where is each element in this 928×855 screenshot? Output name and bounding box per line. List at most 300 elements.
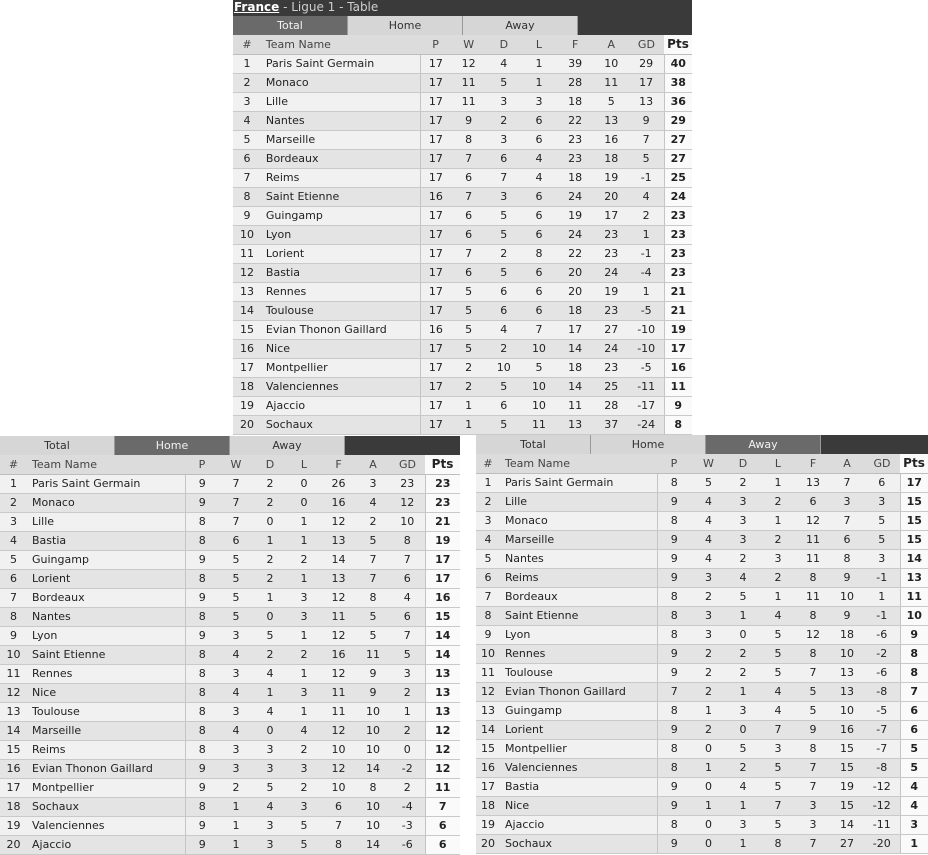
gd-cell: 1 xyxy=(629,282,664,301)
l-cell: 3 xyxy=(521,92,556,111)
column-header-d: D xyxy=(253,455,287,474)
team-name-cell[interactable]: Saint Etienne xyxy=(261,187,420,206)
rank-cell: 9 xyxy=(476,625,500,644)
f-cell: 26 xyxy=(321,474,356,493)
team-name-cell[interactable]: Montpellier xyxy=(27,778,185,797)
pts-cell: 13 xyxy=(900,568,928,587)
a-cell: 23 xyxy=(594,301,629,320)
a-cell: 3 xyxy=(830,492,864,511)
gd-cell: 3 xyxy=(390,664,425,683)
rank-cell: 3 xyxy=(233,92,261,111)
team-name-cell[interactable]: Sochaux xyxy=(27,797,185,816)
pts-cell: 23 xyxy=(664,263,692,282)
f-cell: 9 xyxy=(796,720,830,739)
gd-cell: 17 xyxy=(629,73,664,92)
team-name-cell[interactable]: Guingamp xyxy=(261,206,420,225)
gd-cell: -6 xyxy=(864,625,900,644)
rank-cell: 13 xyxy=(233,282,261,301)
tab-away[interactable]: Away xyxy=(463,16,578,35)
rank-cell: 20 xyxy=(476,834,500,853)
p-cell: 9 xyxy=(657,720,691,739)
f-cell: 18 xyxy=(557,358,594,377)
w-cell: 11 xyxy=(451,92,486,111)
a-cell: 5 xyxy=(594,92,629,111)
team-name-cell[interactable]: Reims xyxy=(500,568,657,587)
f-cell: 16 xyxy=(321,493,356,512)
a-cell: 11 xyxy=(594,73,629,92)
rank-cell: 5 xyxy=(233,130,261,149)
a-cell: 9 xyxy=(830,606,864,625)
l-cell: 1 xyxy=(287,664,321,683)
team-name-cell[interactable]: Valenciennes xyxy=(27,816,185,835)
gd-cell: 4 xyxy=(629,187,664,206)
team-name-cell[interactable]: Guingamp xyxy=(500,701,657,720)
team-name-cell[interactable]: Monaco xyxy=(27,493,185,512)
tab-home[interactable]: Home xyxy=(348,16,463,35)
table-row xyxy=(476,549,928,568)
d-cell: 3 xyxy=(486,130,521,149)
team-name-cell[interactable]: Evian Thonon Gaillard xyxy=(261,320,420,339)
a-cell: 28 xyxy=(594,396,629,415)
p-cell: 8 xyxy=(185,721,219,740)
l-cell: 1 xyxy=(287,512,321,531)
table-row xyxy=(0,569,460,588)
w-cell: 5 xyxy=(691,473,726,492)
a-cell: 6 xyxy=(830,530,864,549)
f-cell: 11 xyxy=(796,587,830,606)
f-cell: 23 xyxy=(557,149,594,168)
team-name-cell[interactable]: Bordeaux xyxy=(261,149,420,168)
w-cell: 3 xyxy=(219,759,253,778)
w-cell: 5 xyxy=(219,588,253,607)
team-name-cell[interactable]: Evian Thonon Gaillard xyxy=(27,759,185,778)
gd-cell: -11 xyxy=(864,815,900,834)
standings-table xyxy=(233,35,692,435)
p-cell: 17 xyxy=(420,92,451,111)
f-cell: 24 xyxy=(557,187,594,206)
a-cell: 15 xyxy=(830,758,864,777)
d-cell: 6 xyxy=(486,149,521,168)
l-cell: 1 xyxy=(760,511,796,530)
gd-cell: -6 xyxy=(864,663,900,682)
l-cell: 1 xyxy=(287,702,321,721)
l-cell: 6 xyxy=(521,263,556,282)
p-cell: 9 xyxy=(657,777,691,796)
gd-cell: -6 xyxy=(390,835,425,854)
team-name-cell[interactable]: Lille xyxy=(27,512,185,531)
l-cell: 6 xyxy=(521,111,556,130)
tab-away[interactable]: Away xyxy=(706,435,821,454)
p-cell: 8 xyxy=(657,758,691,777)
w-cell: 2 xyxy=(451,358,486,377)
f-cell: 18 xyxy=(557,92,594,111)
w-cell: 9 xyxy=(451,111,486,130)
f-cell: 14 xyxy=(557,377,594,396)
table-row xyxy=(476,530,928,549)
column-header-rank: # xyxy=(233,35,261,54)
rank-cell: 16 xyxy=(476,758,500,777)
gd-cell: 3 xyxy=(864,549,900,568)
team-name-cell[interactable]: Lorient xyxy=(261,244,420,263)
f-cell: 22 xyxy=(557,111,594,130)
d-cell: 2 xyxy=(253,550,287,569)
w-cell: 0 xyxy=(691,834,726,853)
a-cell: 17 xyxy=(594,206,629,225)
p-cell: 8 xyxy=(185,569,219,588)
l-cell: 5 xyxy=(760,644,796,663)
p-cell: 9 xyxy=(657,549,691,568)
pts-cell: 15 xyxy=(900,492,928,511)
team-name-cell[interactable]: Ajaccio xyxy=(500,815,657,834)
team-name-cell[interactable]: Lyon xyxy=(261,225,420,244)
a-cell: 10 xyxy=(830,587,864,606)
tab-home[interactable]: Home xyxy=(115,436,230,455)
tab-total[interactable]: Total xyxy=(233,16,348,35)
team-name-cell[interactable]: Nantes xyxy=(261,111,420,130)
column-header-l: L xyxy=(521,35,556,54)
team-name-cell[interactable]: Lyon xyxy=(500,625,657,644)
team-name-cell[interactable]: Lille xyxy=(261,92,420,111)
tab-home[interactable]: Home xyxy=(591,435,706,454)
d-cell: 0 xyxy=(726,625,760,644)
w-cell: 7 xyxy=(219,474,253,493)
p-cell: 17 xyxy=(420,358,451,377)
team-name-cell[interactable]: Guingamp xyxy=(27,550,185,569)
rank-cell: 6 xyxy=(476,568,500,587)
f-cell: 3 xyxy=(796,796,830,815)
team-name-cell[interactable]: Nice xyxy=(27,683,185,702)
p-cell: 17 xyxy=(420,377,451,396)
rank-cell: 1 xyxy=(0,474,27,493)
team-name-cell[interactable]: Nantes xyxy=(500,549,657,568)
d-cell: 7 xyxy=(486,168,521,187)
f-cell: 7 xyxy=(796,834,830,853)
team-name-cell[interactable]: Valenciennes xyxy=(261,377,420,396)
table-row xyxy=(233,358,692,377)
pts-cell: 19 xyxy=(425,531,460,550)
team-name-cell[interactable]: Rennes xyxy=(27,664,185,683)
pts-cell: 4 xyxy=(900,777,928,796)
a-cell: 23 xyxy=(594,244,629,263)
gd-cell: 5 xyxy=(864,511,900,530)
team-name-cell[interactable]: Marseille xyxy=(500,530,657,549)
l-cell: 4 xyxy=(521,168,556,187)
standings-table xyxy=(476,454,928,854)
a-cell: 14 xyxy=(356,835,390,854)
rank-cell: 19 xyxy=(476,815,500,834)
p-cell: 8 xyxy=(185,664,219,683)
team-name-cell[interactable]: Montpellier xyxy=(500,739,657,758)
table-row xyxy=(476,758,928,777)
column-header-d: D xyxy=(726,454,760,473)
team-name-cell[interactable]: Paris Saint Germain xyxy=(261,54,420,73)
gd-cell: 29 xyxy=(629,54,664,73)
l-cell: 5 xyxy=(760,625,796,644)
l-cell: 6 xyxy=(521,225,556,244)
l-cell: 10 xyxy=(521,396,556,415)
a-cell: 23 xyxy=(594,358,629,377)
a-cell: 13 xyxy=(830,682,864,701)
pts-cell: 25 xyxy=(664,168,692,187)
l-cell: 10 xyxy=(521,377,556,396)
pts-cell: 24 xyxy=(664,187,692,206)
gd-cell: -1 xyxy=(864,606,900,625)
a-cell: 5 xyxy=(356,607,390,626)
a-cell: 14 xyxy=(356,759,390,778)
pts-cell: 17 xyxy=(664,339,692,358)
team-name-cell[interactable]: Toulouse xyxy=(27,702,185,721)
w-cell: 1 xyxy=(451,396,486,415)
pts-cell: 3 xyxy=(900,815,928,834)
l-cell: 4 xyxy=(287,721,321,740)
rank-cell: 12 xyxy=(476,682,500,701)
l-cell: 1 xyxy=(287,626,321,645)
l-cell: 3 xyxy=(760,549,796,568)
table-tabs xyxy=(476,435,928,454)
column-header-l: L xyxy=(760,454,796,473)
gd-cell: -4 xyxy=(390,797,425,816)
team-name-cell[interactable]: Rennes xyxy=(500,644,657,663)
table-row xyxy=(0,778,460,797)
d-cell: 4 xyxy=(253,702,287,721)
gd-cell: -10 xyxy=(629,320,664,339)
f-cell: 7 xyxy=(321,816,356,835)
gd-cell: 4 xyxy=(390,588,425,607)
rank-cell: 6 xyxy=(233,149,261,168)
pts-cell: 15 xyxy=(900,530,928,549)
l-cell: 1 xyxy=(521,73,556,92)
f-cell: 18 xyxy=(557,168,594,187)
l-cell: 5 xyxy=(287,835,321,854)
d-cell: 4 xyxy=(486,320,521,339)
team-name-cell[interactable]: Lorient xyxy=(500,720,657,739)
d-cell: 3 xyxy=(726,511,760,530)
rank-cell: 7 xyxy=(476,587,500,606)
pts-cell: 7 xyxy=(900,682,928,701)
rank-cell: 10 xyxy=(476,644,500,663)
pts-cell: 11 xyxy=(425,778,460,797)
pts-cell: 7 xyxy=(425,797,460,816)
rank-cell: 6 xyxy=(0,569,27,588)
gd-cell: 6 xyxy=(390,569,425,588)
team-name-cell[interactable]: Evian Thonon Gaillard xyxy=(500,682,657,701)
column-header-l: L xyxy=(287,455,321,474)
d-cell: 5 xyxy=(486,73,521,92)
a-cell: 10 xyxy=(356,721,390,740)
p-cell: 8 xyxy=(185,683,219,702)
a-cell: 7 xyxy=(356,550,390,569)
team-name-cell[interactable]: Bastia xyxy=(27,531,185,550)
team-name-cell[interactable]: Lorient xyxy=(27,569,185,588)
a-cell: 25 xyxy=(594,377,629,396)
team-name-cell[interactable]: Lille xyxy=(500,492,657,511)
d-cell: 3 xyxy=(253,816,287,835)
table-row xyxy=(476,663,928,682)
f-cell: 11 xyxy=(796,549,830,568)
team-name-cell[interactable]: Bordeaux xyxy=(500,587,657,606)
rank-cell: 14 xyxy=(476,720,500,739)
a-cell: 16 xyxy=(830,720,864,739)
team-name-cell[interactable]: Bordeaux xyxy=(27,588,185,607)
l-cell: 11 xyxy=(521,415,556,434)
a-cell: 10 xyxy=(356,702,390,721)
a-cell: 14 xyxy=(830,815,864,834)
column-header-w: W xyxy=(219,455,253,474)
l-cell: 3 xyxy=(287,759,321,778)
rank-cell: 1 xyxy=(233,54,261,73)
column-header-f: F xyxy=(557,35,594,54)
w-cell: 1 xyxy=(691,701,726,720)
f-cell: 12 xyxy=(321,512,356,531)
d-cell: 5 xyxy=(486,263,521,282)
w-cell: 5 xyxy=(451,301,486,320)
gd-cell: -8 xyxy=(864,758,900,777)
w-cell: 3 xyxy=(691,606,726,625)
d-cell: 2 xyxy=(486,111,521,130)
l-cell: 2 xyxy=(760,530,796,549)
w-cell: 1 xyxy=(691,758,726,777)
w-cell: 7 xyxy=(451,149,486,168)
f-cell: 39 xyxy=(557,54,594,73)
team-name-cell[interactable]: Valenciennes xyxy=(500,758,657,777)
table-row xyxy=(476,796,928,815)
w-cell: 2 xyxy=(691,720,726,739)
d-cell: 1 xyxy=(726,606,760,625)
pts-cell: 9 xyxy=(664,396,692,415)
rank-cell: 3 xyxy=(476,511,500,530)
f-cell: 20 xyxy=(557,282,594,301)
gd-cell: -11 xyxy=(629,377,664,396)
a-cell: 23 xyxy=(594,225,629,244)
table-row xyxy=(0,512,460,531)
a-cell: 7 xyxy=(356,569,390,588)
pts-cell: 14 xyxy=(900,549,928,568)
l-cell: 6 xyxy=(521,301,556,320)
p-cell: 9 xyxy=(185,588,219,607)
column-header-pts: Pts xyxy=(900,454,928,473)
team-name-cell[interactable]: Montpellier xyxy=(261,358,420,377)
f-cell: 13 xyxy=(796,473,830,492)
gd-cell: -1 xyxy=(629,168,664,187)
team-name-cell[interactable]: Sochaux xyxy=(261,415,420,434)
a-cell: 19 xyxy=(594,282,629,301)
team-name-cell[interactable]: Sochaux xyxy=(500,834,657,853)
team-name-cell[interactable]: Bastia xyxy=(261,263,420,282)
team-name-cell[interactable]: Saint Etienne xyxy=(500,606,657,625)
table-row xyxy=(233,282,692,301)
rank-cell: 8 xyxy=(476,606,500,625)
team-name-cell[interactable]: Paris Saint Germain xyxy=(500,473,657,492)
pts-cell: 16 xyxy=(425,588,460,607)
team-name-cell[interactable]: Toulouse xyxy=(261,301,420,320)
a-cell: 8 xyxy=(356,778,390,797)
gd-cell: -12 xyxy=(864,796,900,815)
d-cell: 0 xyxy=(253,512,287,531)
pts-cell: 36 xyxy=(664,92,692,111)
team-name-cell[interactable]: Saint Etienne xyxy=(27,645,185,664)
l-cell: 8 xyxy=(521,244,556,263)
f-cell: 13 xyxy=(321,531,356,550)
l-cell: 4 xyxy=(760,682,796,701)
team-name-cell[interactable]: Reims xyxy=(261,168,420,187)
team-name-cell[interactable]: Nice xyxy=(500,796,657,815)
d-cell: 1 xyxy=(253,683,287,702)
gd-cell: -2 xyxy=(390,759,425,778)
pts-cell: 23 xyxy=(425,493,460,512)
pts-cell: 38 xyxy=(664,73,692,92)
p-cell: 7 xyxy=(657,682,691,701)
w-cell: 6 xyxy=(219,531,253,550)
team-name-cell[interactable]: Reims xyxy=(27,740,185,759)
team-name-cell[interactable]: Rennes xyxy=(261,282,420,301)
a-cell: 11 xyxy=(356,645,390,664)
pts-cell: 15 xyxy=(425,607,460,626)
tab-total[interactable]: Total xyxy=(476,435,591,454)
p-cell: 9 xyxy=(185,493,219,512)
table-row xyxy=(233,111,692,130)
team-name-cell[interactable]: Marseille xyxy=(27,721,185,740)
gd-cell: 13 xyxy=(629,92,664,111)
l-cell: 7 xyxy=(760,796,796,815)
rank-cell: 5 xyxy=(476,549,500,568)
a-cell: 15 xyxy=(830,796,864,815)
d-cell: 2 xyxy=(253,493,287,512)
d-cell: 5 xyxy=(486,377,521,396)
p-cell: 9 xyxy=(657,492,691,511)
rank-cell: 12 xyxy=(0,683,27,702)
table-row xyxy=(476,492,928,511)
f-cell: 6 xyxy=(321,797,356,816)
table-header-row xyxy=(233,35,692,54)
w-cell: 6 xyxy=(451,168,486,187)
team-name-cell[interactable]: Bastia xyxy=(500,777,657,796)
team-name-cell[interactable]: Monaco xyxy=(500,511,657,530)
p-cell: 9 xyxy=(657,834,691,853)
f-cell: 8 xyxy=(796,644,830,663)
team-name-cell[interactable]: Monaco xyxy=(261,73,420,92)
team-name-cell[interactable]: Toulouse xyxy=(500,663,657,682)
team-name-cell[interactable]: Ajaccio xyxy=(261,396,420,415)
pts-cell: 8 xyxy=(664,415,692,434)
d-cell: 2 xyxy=(486,339,521,358)
table-row xyxy=(233,187,692,206)
w-cell: 2 xyxy=(691,663,726,682)
team-name-cell[interactable]: Nice xyxy=(261,339,420,358)
team-name-cell[interactable]: Ajaccio xyxy=(27,835,185,854)
team-name-cell[interactable]: Paris Saint Germain xyxy=(27,474,185,493)
team-name-cell[interactable]: Marseille xyxy=(261,130,420,149)
tab-away[interactable]: Away xyxy=(230,436,345,455)
p-cell: 8 xyxy=(657,701,691,720)
country-link[interactable]: France xyxy=(234,0,280,14)
d-cell: 4 xyxy=(253,797,287,816)
a-cell: 9 xyxy=(356,683,390,702)
table-row xyxy=(0,759,460,778)
team-name-cell[interactable]: Nantes xyxy=(27,607,185,626)
l-cell: 1 xyxy=(287,531,321,550)
l-cell: 5 xyxy=(760,777,796,796)
team-name-cell[interactable]: Lyon xyxy=(27,626,185,645)
d-cell: 2 xyxy=(253,474,287,493)
gd-cell: -17 xyxy=(629,396,664,415)
column-header-pts: Pts xyxy=(664,35,692,54)
tab-total[interactable]: Total xyxy=(0,436,115,455)
gd-cell: 7 xyxy=(629,130,664,149)
table-header-row xyxy=(0,455,460,474)
table-row xyxy=(476,625,928,644)
a-cell: 27 xyxy=(830,834,864,853)
column-header-team: Team Name xyxy=(261,35,420,54)
